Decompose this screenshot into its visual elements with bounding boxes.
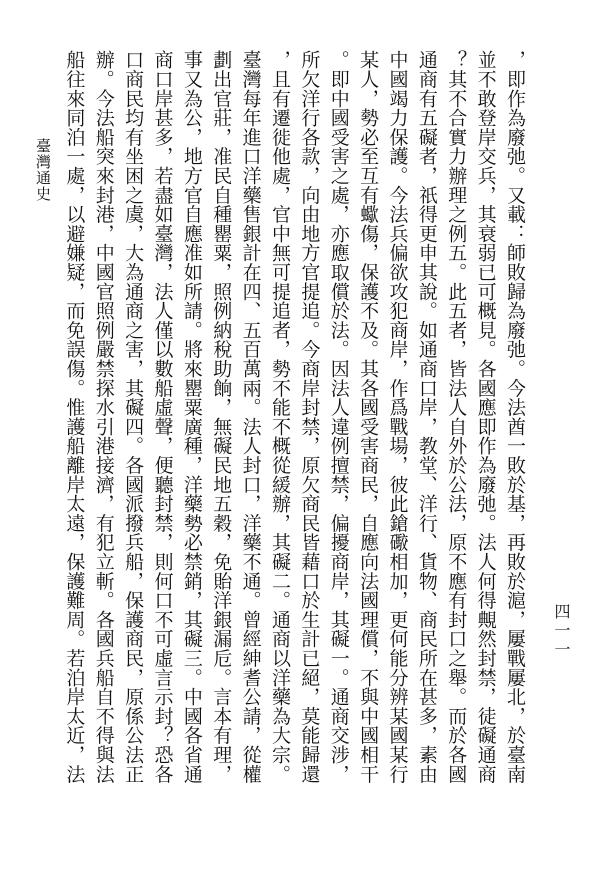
text-column: ，即作為廢弛。又載：師敗歸為廢弛。今法酋一敗於基，再敗於滬，屢戰屢北，於臺南 <box>504 50 526 784</box>
text-column: 並不敢登岸交兵，其衰弱已可概見。各國應即作為廢弛。法人何得覥然封禁，徒礙通商 <box>474 50 497 784</box>
text-column: 所欠洋行各款，向由地方官提追。今商岸封禁，原欠商民皆藉口於生計已絕，莫能歸還 <box>298 50 321 784</box>
text-column: 通商有五礙者，祇得更申其說。如通商口岸，教堂、洋行、貨物、商民所在甚多，素由 <box>415 50 438 784</box>
text-column: 。即中國受害之處，亦應取償於法。因法人違例擅禁，偏擾商岸，其礙一。通商交涉， <box>327 50 350 784</box>
text-column: 劃出官莊，准民自種罌粟，照例納稅助餉，無礙民地五穀，免貽洋銀漏卮。言本有理， <box>210 50 233 784</box>
text-column: ，且有遷徙他處，官中無可提追者，勢不能不概從緩辦，其礙二。通商以洋藥為大宗。 <box>269 50 291 784</box>
text-column: 船往來同泊一處，以避嫌疑，而免誤傷。惟護船離岸太遠，保護難周。若泊岸太近，法 <box>63 50 86 784</box>
text-column: 商口岸甚多，若盡如臺灣，法人僅以數船虛聲，便聽封禁，則何口不可虛言示封？恐各 <box>151 50 174 784</box>
text-column: 辦。今法船突來封港，中國官照例嚴禁探水引港接濟，有犯立斬。各國兵船自不得與法 <box>92 50 115 784</box>
text-column: 事又為公，地方官自應准如所請。將來罌粟廣種，洋藥勢必禁銷，其礙三。中國各省通 <box>180 50 203 784</box>
running-title: 臺灣通史 <box>34 138 52 202</box>
text-column: 某人，勢必至互有蠍傷，保護不及。其各國受害商民，自應向法國理償，不與中國相干 <box>357 50 380 784</box>
text-column: 口商民均有坐困之虞，大為通商之害，其礙四。各國派撥兵船，保護商民，原係公法正 <box>122 50 145 784</box>
main-text-block <box>60 50 530 820</box>
page-number: 四一一 <box>552 603 571 660</box>
text-column: 中國竭力保護。今法兵偏欲攻犯商岸，作爲戰場，彼此鎗礮相加，更何能分辨某國某行 <box>386 50 409 784</box>
text-column: ？其不合實力辦理之例五。此五者，皆法人自外於公法，原不應有封口之舉。而於各國 <box>445 50 468 784</box>
text-column: 臺灣每年進口洋藥售銀計在四、五百萬兩。法人封口，洋藥不通。曾經紳耆公請，從權 <box>239 50 262 784</box>
